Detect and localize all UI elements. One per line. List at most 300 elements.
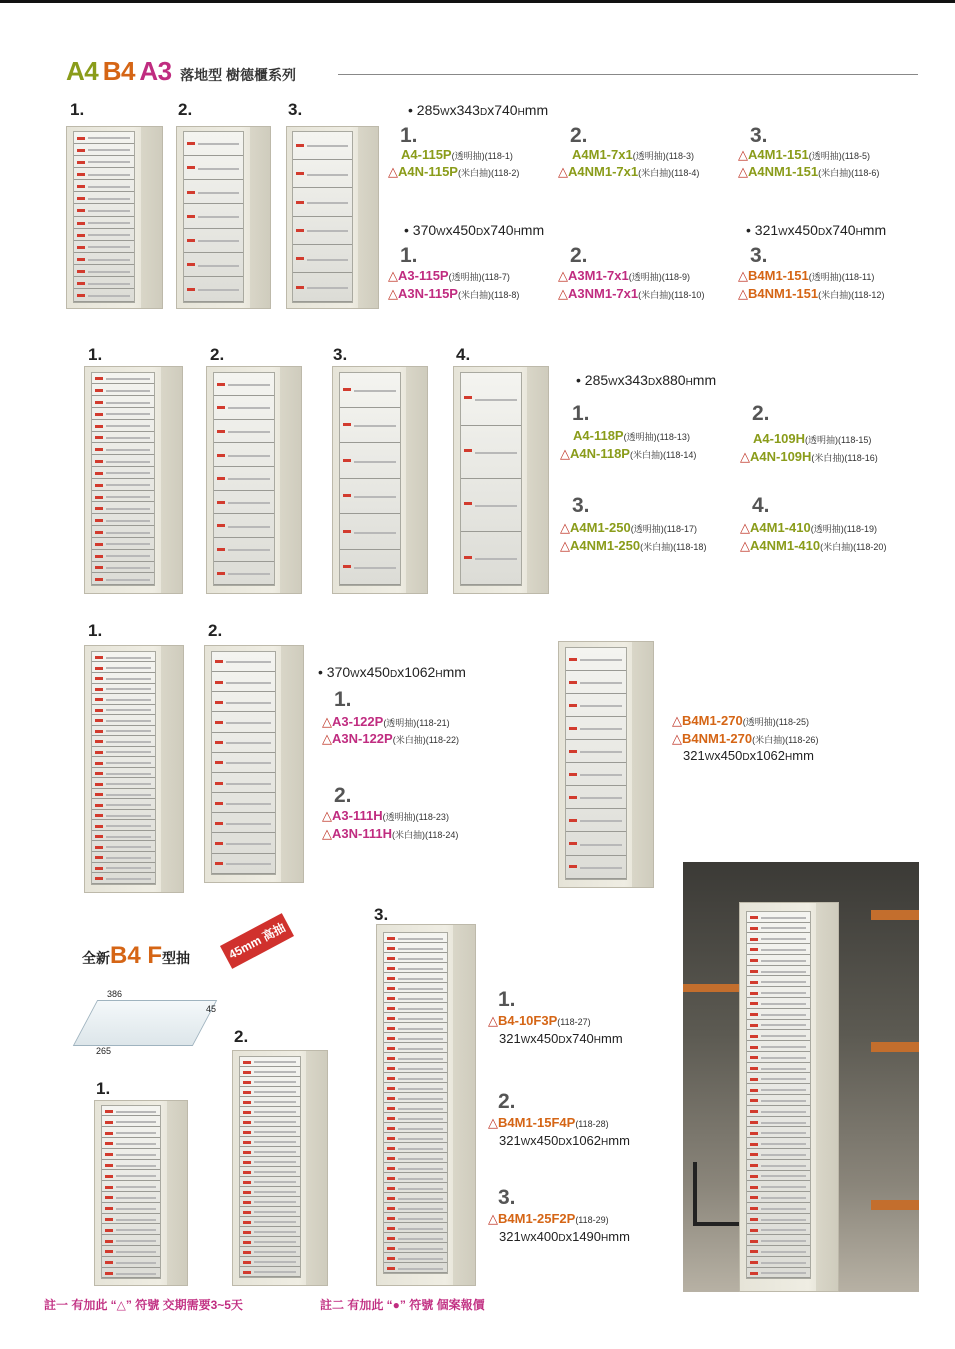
header-rule [338, 74, 918, 75]
drawer [747, 1171, 810, 1182]
note-1: 註一 有加此 “△” 符號 交期需要3~5天 [44, 1298, 243, 1312]
drawer [747, 966, 810, 977]
drawer [102, 1257, 161, 1268]
drawer [74, 253, 135, 265]
drawer [747, 1106, 810, 1117]
drawer [214, 420, 274, 444]
drawer [747, 1192, 810, 1203]
drawer [214, 514, 274, 538]
drawer [240, 1167, 300, 1177]
drawer [74, 144, 135, 156]
drawer [92, 747, 155, 758]
drawer [74, 289, 135, 301]
drawer [240, 1087, 300, 1097]
drawer [102, 1106, 161, 1117]
s2-label-3: 3. [333, 345, 348, 364]
drawer [384, 963, 447, 973]
drawer [384, 973, 447, 983]
drawer [92, 852, 155, 863]
drawer [747, 1009, 810, 1020]
s4-label-1: 1. [96, 1079, 111, 1098]
drawer [340, 373, 400, 408]
drawer [293, 132, 351, 160]
drawer [92, 673, 155, 684]
drawer [384, 1173, 447, 1183]
model-b4m1-15f4p: △B4M1-15F4P(118-28) [488, 1115, 609, 1130]
drawer [74, 156, 135, 168]
drawer [240, 1107, 300, 1117]
drawer [214, 538, 274, 562]
cabinet-b4m1-270 [558, 641, 654, 888]
drawer [102, 1138, 161, 1149]
photo-cabinet [739, 902, 839, 1292]
drawer [384, 1143, 447, 1153]
drawer [74, 192, 135, 204]
drawer [566, 694, 626, 717]
drawer [747, 955, 810, 966]
drawer [214, 373, 274, 397]
model-a4-118p: A4-118P(透明抽)(118-13) [573, 428, 690, 443]
drawer [92, 736, 155, 747]
s2-num-2: 2. [752, 402, 770, 425]
drawer [212, 712, 275, 732]
tray-width-label: 386 [107, 989, 123, 999]
drawer [92, 420, 154, 432]
s1-label-2: 2. [178, 100, 193, 119]
drawer [92, 841, 155, 852]
drawer [240, 1227, 300, 1237]
drawer [747, 1020, 810, 1031]
drawer [384, 983, 447, 993]
drawer [461, 479, 521, 532]
drawer [92, 538, 154, 550]
s1-r2-num-1: 1. [400, 244, 418, 267]
model-a3-122p: △A3-122P(透明抽)(118-21) [322, 714, 450, 729]
drawer [384, 1213, 447, 1223]
cabinet-a4m1-410 [453, 366, 549, 594]
drawer [240, 1237, 300, 1247]
drawer [566, 648, 626, 671]
drawer [240, 1097, 300, 1107]
drawer [92, 799, 155, 810]
b4m1-270-dimension: 321Wx450Dx1062Hmm [683, 748, 814, 763]
drawer [747, 998, 810, 1009]
drawer [293, 217, 351, 245]
model-b4m1-25f2p: △B4M1-25F2P(118-29) [488, 1211, 609, 1226]
drawer [92, 820, 155, 831]
model-a4m1-410: △A4M1-410(透明抽)(118-19) [740, 520, 878, 535]
drawer [747, 923, 810, 934]
title-b4: B4 [102, 56, 135, 86]
title-a3: A3 [139, 56, 172, 86]
drawer [384, 1093, 447, 1103]
drawer [384, 1113, 447, 1123]
model-a4nm1-410: △A4NM1-410(米白抽)(118-20) [740, 538, 887, 553]
model-a4m1-151: △A4M1-151(透明抽)(118-5) [738, 147, 871, 162]
drawer [92, 455, 154, 467]
drawer [102, 1192, 161, 1203]
drawer [92, 408, 154, 420]
drawer [384, 1033, 447, 1043]
cabinet-a4m1-7x1 [176, 126, 271, 309]
drawer [747, 1095, 810, 1106]
drawer [212, 854, 275, 874]
s2-label-2: 2. [210, 345, 225, 364]
drawer [92, 789, 155, 800]
cabinet-a4-118p [84, 366, 183, 594]
s1-dimension-1: • 285Wx343Dx740Hmm [408, 102, 549, 118]
drawer [747, 1063, 810, 1074]
model-a4n-118p: △A4N-118P(米白抽)(118-14) [560, 446, 697, 461]
drawer [92, 384, 154, 396]
drawer [212, 753, 275, 773]
drawer [92, 768, 155, 779]
s4-num-1: 1. [498, 988, 516, 1011]
drawer [184, 229, 243, 253]
model-b4nm1-151: △B4NM1-151(米白抽)(118-12) [738, 286, 885, 301]
drawer [384, 953, 447, 963]
drawer [92, 573, 154, 585]
drawer [102, 1246, 161, 1257]
s3-dimension: • 370Wx450Dx1062Hmm [318, 664, 466, 680]
drawer [747, 944, 810, 955]
model-a3-115p: △A3-115P(透明抽)(118-7) [388, 268, 510, 283]
drawer [566, 856, 626, 879]
drawer [566, 763, 626, 786]
drawer [212, 692, 275, 712]
drawer [74, 168, 135, 180]
drawer [212, 834, 275, 854]
drawer [384, 1253, 447, 1263]
drawer [566, 809, 626, 832]
drawer [240, 1187, 300, 1197]
model-b4-10f3p: △B4-10F3P(118-27) [488, 1013, 591, 1028]
drawer [102, 1170, 161, 1181]
drawer [102, 1235, 161, 1246]
drawer [384, 1073, 447, 1083]
drawer [384, 1043, 447, 1053]
drawer [92, 526, 154, 538]
drawer [384, 1263, 447, 1273]
drawer [384, 1163, 447, 1173]
cabinet-b4m1-25f2p [376, 924, 476, 1286]
model-a4n-115p: △A4N-115P(米白抽)(118-2) [388, 164, 520, 179]
s3-num-2: 2. [334, 784, 352, 807]
drawer [74, 132, 135, 144]
drawer [214, 396, 274, 420]
s2-num-4: 4. [752, 494, 770, 517]
drawer [747, 1160, 810, 1171]
drawer [384, 1223, 447, 1233]
drawer [102, 1224, 161, 1235]
drawer [214, 467, 274, 491]
drawer [92, 778, 155, 789]
drawer [212, 773, 275, 793]
drawer [384, 1003, 447, 1013]
drawer [102, 1160, 161, 1171]
title-a4: A4 [66, 56, 99, 86]
drawer [384, 1243, 447, 1253]
drawer [384, 1103, 447, 1113]
drawer [102, 1214, 161, 1225]
drawer [92, 715, 155, 726]
drawer [293, 245, 351, 273]
s2-num-1: 1. [572, 402, 590, 425]
s2-label-1: 1. [88, 345, 103, 364]
model-a4n-109h: △A4N-109H(米白抽)(118-16) [740, 449, 878, 464]
drawer [240, 1117, 300, 1127]
cabinet-a3-122p [84, 645, 184, 893]
model-b4nm1-270: △B4NM1-270(米白抽)(118-26) [672, 731, 819, 746]
drawer [566, 671, 626, 694]
drawer [74, 229, 135, 241]
drawer [240, 1157, 300, 1167]
room-photo [683, 862, 919, 1292]
cabinet-b4-10f3p [94, 1100, 188, 1286]
b4m1-25f2p-dimension: 321Wx400Dx1490Hmm [499, 1229, 630, 1244]
s1-r2-num-3: 3. [750, 244, 768, 267]
tray-depth-label: 265 [96, 1046, 112, 1056]
drawer [384, 1083, 447, 1093]
drawer [74, 204, 135, 216]
drawer [102, 1149, 161, 1160]
drawer [214, 562, 274, 586]
drawer [340, 408, 400, 443]
drawer [92, 694, 155, 705]
cabinet-a3-111h [204, 645, 304, 883]
drawer [747, 1117, 810, 1128]
drawer [747, 1138, 810, 1149]
top-rule [0, 0, 955, 3]
drawer [92, 705, 155, 716]
drawer [184, 132, 243, 156]
drawer [184, 156, 243, 180]
drawer [384, 933, 447, 943]
drawer [184, 180, 243, 204]
drawer [384, 1193, 447, 1203]
drawer [240, 1197, 300, 1207]
drawer [747, 1235, 810, 1246]
b4f-title: 全新B4 F型抽 [82, 942, 191, 969]
drawer [92, 396, 154, 408]
drawer [340, 514, 400, 549]
cabinet-a4m1-250 [332, 366, 428, 594]
s4-label-2: 2. [234, 1027, 249, 1046]
drawer [566, 740, 626, 763]
drawer [92, 514, 154, 526]
drawer [461, 373, 521, 426]
cabinet-a4-115p [66, 126, 163, 309]
drawer [747, 976, 810, 987]
drawer [212, 813, 275, 833]
drawer [293, 188, 351, 216]
drawer [102, 1181, 161, 1192]
s4-num-2: 2. [498, 1090, 516, 1113]
drawer [212, 733, 275, 753]
drawer [74, 180, 135, 192]
model-a3n-115p: △A3N-115P(米白抽)(118-8) [388, 286, 520, 301]
drawer [747, 1149, 810, 1160]
model-a4-109h: A4-109H(透明抽)(118-15) [753, 431, 872, 446]
drawer [747, 1246, 810, 1257]
drawer [214, 491, 274, 515]
drawer [92, 684, 155, 695]
drawer [92, 467, 154, 479]
drawer [92, 432, 154, 444]
s1-r1-num-1: 1. [400, 124, 418, 147]
s1-dimension-3: • 321Wx450Dx740Hmm [746, 222, 887, 238]
page-title [66, 56, 296, 87]
s3-label-1: 1. [88, 621, 103, 640]
model-a4nm1-250: △A4NM1-250(米白抽)(118-18) [560, 538, 707, 553]
drawer [340, 550, 400, 585]
drawer [240, 1267, 300, 1277]
model-a4m1-7x1: A4M1-7x1(透明抽)(118-3) [572, 147, 695, 162]
s1-label-3: 3. [288, 100, 303, 119]
s3-label-2: 2. [208, 621, 223, 640]
drawer [747, 1127, 810, 1138]
drawer [102, 1127, 161, 1138]
drawer [92, 863, 155, 874]
drawer [92, 479, 154, 491]
drawer [384, 1133, 447, 1143]
drawer [747, 1073, 810, 1084]
model-a4-115p: A4-115P(透明抽)(118-1) [401, 147, 513, 162]
drawer [92, 502, 154, 514]
s1-r1-num-2: 2. [570, 124, 588, 147]
model-a3n-122p: △A3N-122P(米白抽)(118-22) [322, 731, 460, 746]
s1-label-1: 1. [70, 100, 85, 119]
b4m1-15f4p-dimension: 321Wx450Dx1062Hmm [499, 1133, 630, 1148]
drawer [747, 1268, 810, 1279]
drawer [92, 873, 155, 884]
drawer [92, 652, 155, 663]
model-b4m1-270: △B4M1-270(透明抽)(118-25) [672, 713, 810, 728]
cabinet-b4m1-15f4p [232, 1050, 328, 1286]
drawer [747, 912, 810, 923]
s4-num-3: 3. [498, 1186, 516, 1209]
drawer [461, 532, 521, 585]
drawer [240, 1247, 300, 1257]
drawer [240, 1127, 300, 1137]
drawer [384, 1203, 447, 1213]
s3-num-1: 1. [334, 688, 352, 711]
drawer [747, 1084, 810, 1095]
drawer [747, 1203, 810, 1214]
drawer [240, 1257, 300, 1267]
s1-dimension-2: • 370Wx450Dx740Hmm [404, 222, 545, 238]
drawer [384, 993, 447, 1003]
tray-height-label: 45 [206, 1004, 217, 1014]
drawer [102, 1203, 161, 1214]
drawer [747, 933, 810, 944]
drawer [566, 786, 626, 809]
drawer [747, 1214, 810, 1225]
drawer [92, 491, 154, 503]
drawer [74, 265, 135, 277]
model-a3n-111h: △A3N-111H(米白抽)(118-24) [322, 826, 459, 841]
drawer [340, 443, 400, 478]
s1-r2-num-2: 2. [570, 244, 588, 267]
drawer [384, 1153, 447, 1163]
b4-10f3p-dimension: 321Wx450Dx740Hmm [499, 1031, 623, 1046]
drawer [240, 1217, 300, 1227]
drawer [74, 217, 135, 229]
drawer [384, 1233, 447, 1243]
s2-dimension: • 285Wx343Dx880Hmm [576, 372, 717, 388]
drawer [92, 662, 155, 673]
drawer [92, 726, 155, 737]
drawer [92, 562, 154, 574]
drawer [293, 273, 351, 301]
drawer [212, 793, 275, 813]
drawer [747, 1181, 810, 1192]
cabinet-a4-109h [206, 366, 302, 594]
drawer [384, 1063, 447, 1073]
drawer [92, 373, 154, 385]
drawer [566, 717, 626, 740]
note-2: 註二 有加此 “●” 符號 個案報價 [320, 1298, 485, 1312]
drawer [566, 832, 626, 855]
drawer [240, 1067, 300, 1077]
drawer [74, 277, 135, 289]
drawer [212, 672, 275, 692]
drawer [92, 810, 155, 821]
drawer [461, 426, 521, 479]
f-drawer-tray-illustration [73, 1000, 217, 1046]
model-a3m1-7x1: △A3M1-7x1(透明抽)(118-9) [558, 268, 691, 283]
model-a4nm1-7x1: △A4NM1-7x1(米白抽)(118-4) [558, 164, 700, 179]
s2-label-4: 4. [456, 345, 471, 364]
s1-r1-num-3: 3. [750, 124, 768, 147]
drawer [340, 479, 400, 514]
drawer [384, 1183, 447, 1193]
drawer [92, 757, 155, 768]
drawer [92, 443, 154, 455]
drawer [240, 1177, 300, 1187]
title-text: 落地型 樹德櫃系列 [180, 67, 296, 83]
model-b4m1-151: △B4M1-151(透明抽)(118-11) [738, 268, 875, 283]
drawer [384, 943, 447, 953]
s4-label-3: 3. [374, 905, 389, 924]
drawer [747, 1052, 810, 1063]
drawer [747, 987, 810, 998]
drawer [102, 1268, 161, 1279]
drawer [184, 277, 243, 301]
cabinet-a4m1-151 [286, 126, 379, 309]
s2-num-3: 3. [572, 494, 590, 517]
model-a4m1-250: △A4M1-250(透明抽)(118-17) [560, 520, 698, 535]
drawer-height-badge: 45mm 高抽 [220, 913, 294, 969]
drawer [240, 1207, 300, 1217]
drawer [293, 160, 351, 188]
drawer [214, 443, 274, 467]
model-a4nm1-151: △A4NM1-151(米白抽)(118-6) [738, 164, 880, 179]
drawer [212, 652, 275, 672]
drawer [747, 1030, 810, 1041]
drawer [240, 1147, 300, 1157]
model-a3-111h: △A3-111H(透明抽)(118-23) [322, 808, 449, 823]
drawer [240, 1057, 300, 1067]
drawer [240, 1137, 300, 1147]
drawer [102, 1116, 161, 1127]
drawer [184, 253, 243, 277]
model-a3nm1-7x1: △A3NM1-7x1(米白抽)(118-10) [558, 286, 705, 301]
drawer [384, 1013, 447, 1023]
drawer [747, 1257, 810, 1268]
drawer [74, 241, 135, 253]
drawer [747, 1041, 810, 1052]
